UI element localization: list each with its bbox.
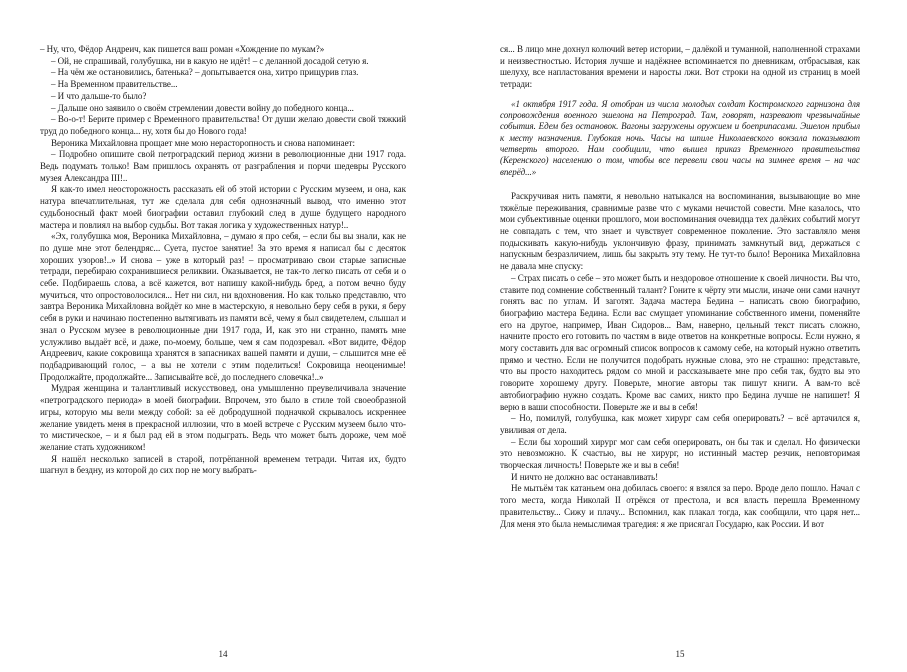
right-page-text	[500, 44, 860, 530]
paragraph: – На Временном правительстве...	[51, 79, 178, 90]
paragraph: Вероника Михайловна прощает мне мою нерасторопность и снова напоминает:	[51, 137, 355, 148]
paragraph: «Эх, голубушка моя, Вероника Михайловна, – думаю я про себя, – если бы вы знали, как не по душе мне этот белендряс... Суета, пустое занятие! За это время я написал бы с десяток хороших узоров!..» И снова – уже в который раз! – просматриваю свои старые записные тетради, перебираю сохранившиеся реликвии. Оказывается, не так-то легко писать от себя и о себе. Подбираешь слова, а всё кажется, вот напишу какой-нибудь бред, а потом вечно буду мучиться, что опростоволосился... Нет ни сил, ни вдохновения. Но как только представлю, что завтра Вероника Михайловна войдёт ко мне в мастерскую, я невольно беру себя в руки, я беру себя в руки и начинаю постепенно вытягивать из памяти всё, чему я был свидетелем, слышал и знал о Русском музее в революционные дни 1917 года, И, как это ни странно, память мне услужливо выдаёт всё, и даже, по-моему, больше, чем я сам подозревал. «Вот видите, Фёдор Андреевич, какие сокровища хранятся в запасниках вашей памяти и души, – слышится мне её подбадривающий голос, – а вы не хотели с этим поделиться! Сокровища неоценимые! Продолжайте, продолжайте... Записывайте всё, до последнего словечка!..»	[40, 231, 406, 382]
left-page-text	[40, 44, 406, 477]
paragraph: – Во-о-т! Берите пример с Временного правительства! От души желаю довести свой тяжкий труд до победного конца... ну, хотя бы до Нового года!	[40, 114, 406, 136]
paragraph: – Если бы хороший хирург мог сам себя оперировать, он бы так и сделал. Но физически это невозможно. К счастью, вы не хирург, но истинный мастер резчик, неповторимая творческая личность! Поверьте же и вы в себя!	[500, 436, 860, 471]
paragraph: И ничто не должно вас останавливать!	[511, 471, 659, 482]
paragraph: Мудрая женщина и талантливый искусствовед, она умышленно преувеличивала значение «петроградского периода» в моей биографии. Впрочем, это было в стиле той своеобразной игры, которую мы вели между собой: за её добродушной подначкой скрывалось искреннее желание увидеть меня в прекрасной иллюзии, что в моей встрече с Русским музеем было что-то мистическое, – и я был рад ей в этом подыграть. Ведь что может быть дороже, чем моё желание стать художником!	[40, 383, 406, 452]
paragraph: Я как-то имел неосторожность рассказать ей об этой истории с Русским музеем, и она, как натура впечатлительная, тут же сделала для себя однозначный вывод, что именно этот судьбоносный факт моей биографии оставил глубокий след в душе будущего народного мастера и повлиял на выбор судьбы. Вот такая логика у художественных натур!..	[40, 184, 406, 230]
page-number: 15	[675, 649, 685, 659]
paragraph: – И что дальше-то было?	[51, 90, 147, 101]
paragraph: – На чём же остановились, батенька? – допытывается она, хитро прищурив глаз.	[51, 67, 359, 78]
paragraph: – Дальше оно заявило о своём стремлении довести войну до победного конца...	[51, 102, 354, 113]
paragraph: – Но, помилуй, голубушка, как может хирург сам себя оперировать? – всё артачился я, увиливая от дела.	[500, 413, 860, 435]
paragraph: – Ну, что, Фёдор Андреич, как пишется ваш роман «Хождение по мукам?»	[40, 44, 325, 54]
paragraph: – Подробно опишите свой петроградский период жизни в революционные дни 1917 года. Ведь подумать только! Вам пришлось охранять от разграбления и порчи шедевры Русского музея Александра III!..	[40, 149, 406, 183]
paragraph: Раскручивая нить памяти, я невольно натыкался на воспоминания, вызывающие во мне тяжёлые переживания, сравнимые разве что с муками нечистой совести. Мне казалось, что мои субъективные оценки прошлого, мои воспоминания очевидца тех далёких событий могут не совпадать с тем, что знает и чувствует современное поколение. Это заставляло меня подыскивать какую-нибудь уклончивую фразу, принимать замкнутый вид, держаться с напускным безразличием, лишь бы закрыть эту тему. Не тут-то было! Вероника Михайловна не давала мне спуску:	[500, 190, 860, 272]
left-page	[40, 0, 406, 672]
paragraph: Не мытьём так катаньем она добилась своего: я взялся за перо. Вроде дело пошло. Начал с того места, когда Николай II отрёкся от престола, и вся власть перешла Временному правительству... Сижу и плачу... Вспомнил, как плакал тогда, как сообщили, что царя нет... Для меня это была немыслимая трагедия: я же присягал Государю, как России. И вот	[500, 483, 860, 529]
page-number: 14	[218, 649, 228, 659]
paragraph: – Страх писать о себе – это может быть и нездоровое отношение к своей личности. Вы что, ставите под сомнение собственный талант? Гоните к чёрту эти мысли, иначе они сами начнут гонять вас по углам. И заготят. Задача мастера Бедина – написать свою биографию, биографию мастера Бедина. Если вас смущает упоминание собственного имени, поменяйте его на другое, например, Иван Сидоров... Вам, наверно, цельный текст писать сложно, начните просто его готовить по частям в виде ответов на конкретные вопросы. Если нужно, я могу составить для вас огромный список вопросов к самому себе, на который нужно ответить прямо и честно. Если не получится подобрать нужные слова, это не страшно: представьте, что вы просто находитесь рядом со мной и рассказываете мне про себя так, будто вы это говорите хорошему другу. Поверьте, многие авторы так пишут книги. А вам-то всё автобиографию нужно создать. Кроме вас самих, никто про Бедина лучше не напишет! Я верю в ваши способности. Поверьте же и вы в себя!	[500, 272, 860, 412]
paragraph: ся... В лицо мне дохнул колючий ветер истории, – далёкой и туманной, наполненной страхами и неизвестностью. История лучше и надёжнее вспоминается по дневникам, отбрасывая, как шелуху, все напластования времени и наросты лжи. Вот строки на одной из страниц в моей тетради:	[500, 44, 860, 90]
right-page	[500, 0, 860, 672]
diary-quote: «1 октября 1917 года. Я отобран из числа молодых солдат Костромского гарнизона для сопровождения военного эшелона на Петроград. Там, говорят, назревают чрезвычайные события. Едем без остановок. Вагоны загружены оружием и боеприпасами. Эшелон прибыл к месту назначения. Глубокая ночь. Часы на шпиле Николаевского вокзала показывают четверть второго. Нам сообщили, что вышел приказ Временного правительства (Керенского) населению о том, чтобы все перевели свои часы на зимнее время – на час вперёд...»	[500, 98, 860, 177]
paragraph: Я нашёл несколько записей в старой, потрёпанной временем тетради. Читая их, будто шагнул в бездну, из которой до сих пор не могу выбрать-	[40, 453, 406, 476]
paragraph: – Ой, не спрашивай, голубушка, ни в какую не идёт! – с деланной досадой сетую я.	[51, 55, 369, 66]
